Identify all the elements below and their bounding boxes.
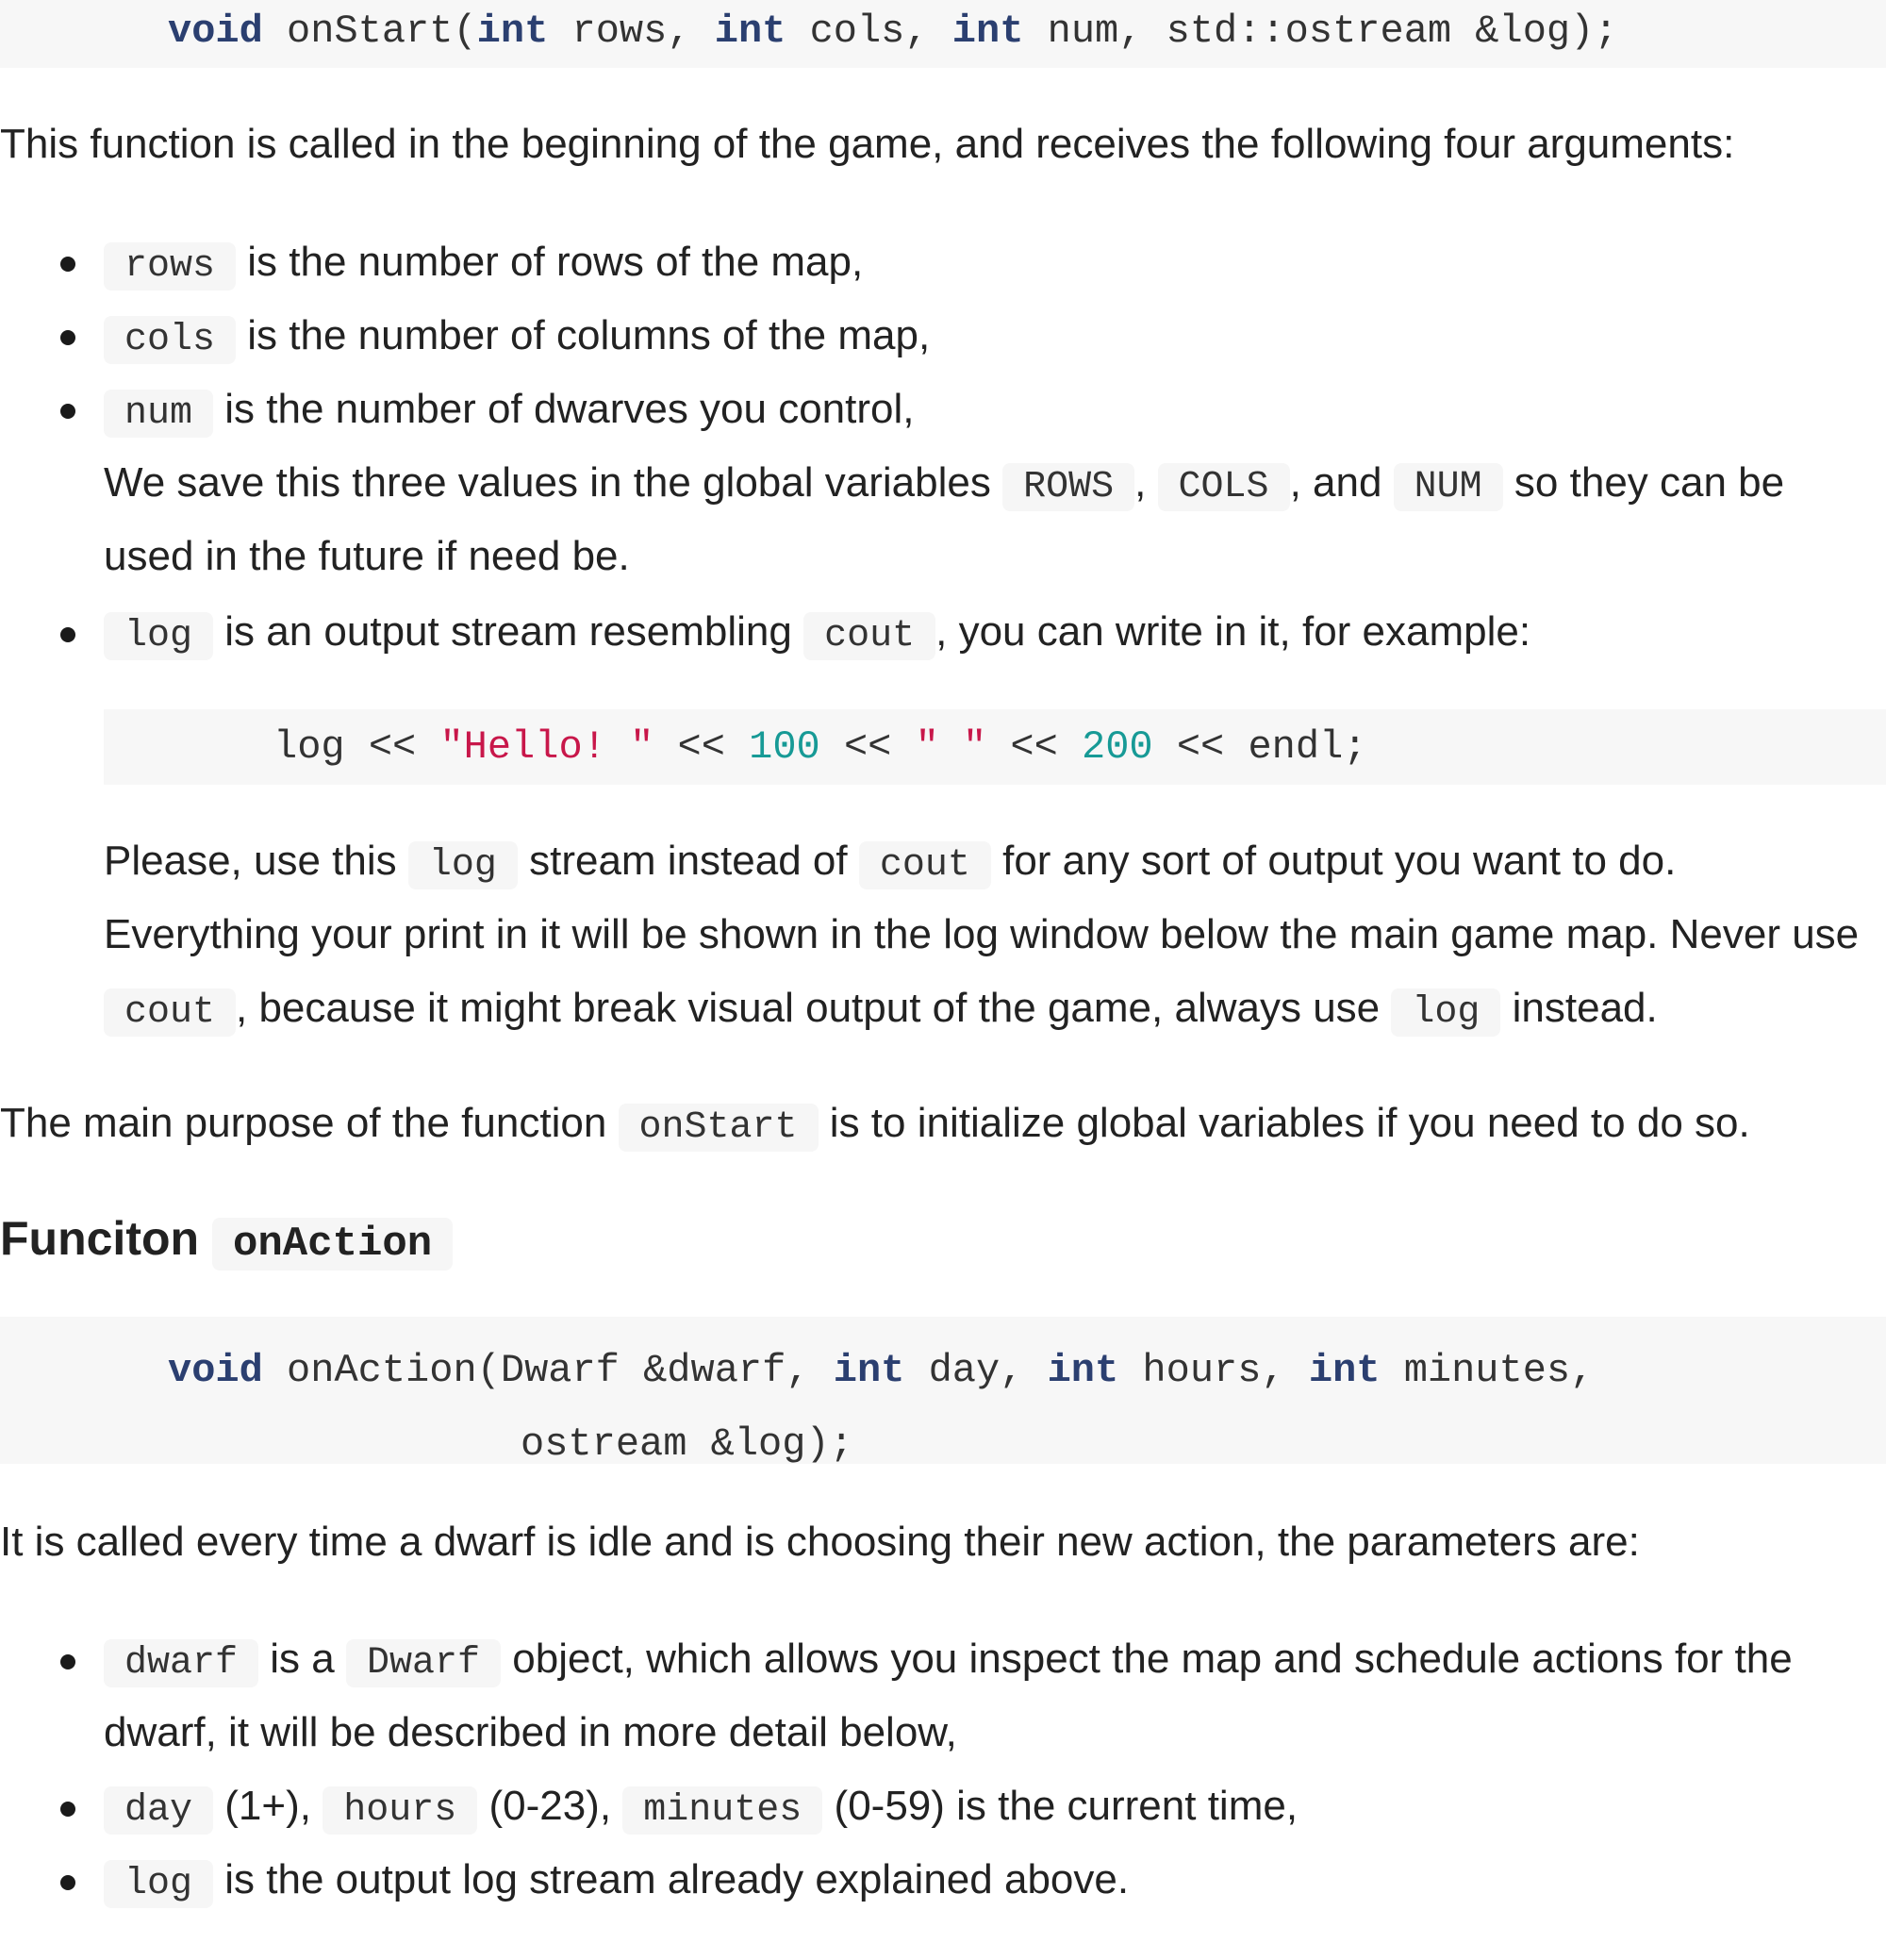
please-paragraph-line3: cout , because it might break visual output of the game, always use log instead. bbox=[104, 985, 1658, 1034]
bullet bbox=[60, 257, 75, 272]
code-cout: cout bbox=[859, 841, 991, 889]
code-cout: cout bbox=[803, 612, 935, 660]
code-num: num bbox=[104, 390, 213, 438]
onaction-signature-block: void onAction(Dwarf &dwarf, int day, int hours, int minutes, ostream &log); bbox=[0, 1317, 1886, 1464]
list-item-log-output: log is the output log stream already explained above. bbox=[104, 1856, 1129, 1905]
keyword-int: int bbox=[714, 8, 786, 54]
keyword-int: int bbox=[1047, 1348, 1119, 1393]
section-heading bbox=[0, 1211, 453, 1268]
function-name: onStart( bbox=[262, 8, 477, 54]
code-ROWS: ROWS bbox=[1002, 463, 1134, 511]
onstart-signature-block bbox=[0, 0, 1886, 68]
list-item-cols bbox=[104, 312, 930, 361]
code-NUM: NUM bbox=[1394, 463, 1503, 511]
purpose-paragraph: The main purpose of the function onStart is to initialize global variables if you need to do so. bbox=[0, 1100, 1750, 1149]
param-rows: rows, bbox=[548, 8, 715, 54]
param-cols: cols, bbox=[786, 8, 952, 54]
bullet bbox=[60, 404, 75, 419]
globals-paragraph-line2: used in the future if need be. bbox=[104, 533, 630, 579]
keyword-int: int bbox=[1308, 1348, 1381, 1393]
list-item-text: is the number of dwarves you control, bbox=[224, 386, 915, 432]
code-log: log bbox=[104, 1860, 213, 1908]
list-item-time: day (1+), hours (0-23), minutes (0-59) is the current time, bbox=[104, 1783, 1298, 1832]
keyword-int: int bbox=[476, 8, 549, 54]
bullet bbox=[60, 1802, 75, 1817]
bullet bbox=[60, 1875, 75, 1890]
intro-paragraph: This function is called in the beginning of the game, and receives the following four arguments: bbox=[0, 121, 1735, 167]
please-paragraph: Please, use this log stream instead of cout for any sort of output you want to do. bbox=[104, 838, 1676, 887]
heading-text: Funciton bbox=[0, 1212, 200, 1265]
list-item-num bbox=[104, 386, 915, 435]
code-day: day bbox=[104, 1786, 213, 1835]
code-cols: cols bbox=[104, 316, 236, 364]
string-literal: "Hello! " bbox=[439, 724, 654, 770]
param-num-log: num, std::ostream &log); bbox=[1023, 8, 1618, 54]
list-item-rows bbox=[104, 239, 863, 288]
string-literal: " " bbox=[915, 724, 987, 770]
code-log: log bbox=[104, 612, 213, 660]
please-paragraph-line2: Everything your print in it will be shown in the log window below the main game map. Never use bbox=[104, 911, 1860, 957]
code-onStart: onStart bbox=[619, 1104, 819, 1152]
globals-paragraph: We save this three values in the global variables ROWS , COLS , and NUM so they can be bbox=[104, 459, 1784, 508]
list-item-log: log is an output stream resembling cout , you can write in it, for example: bbox=[104, 608, 1530, 657]
code-dwarf: dwarf bbox=[104, 1639, 258, 1687]
code-cout: cout bbox=[104, 988, 236, 1037]
keyword-int: int bbox=[951, 8, 1024, 54]
number-literal: 100 bbox=[749, 724, 820, 770]
heading-code-onAction: onAction bbox=[212, 1218, 453, 1271]
code-log: log bbox=[408, 841, 518, 889]
keyword-int: int bbox=[833, 1348, 905, 1393]
code-COLS: COLS bbox=[1158, 463, 1290, 511]
example-code-block: log << "Hello! " << 100 << " " << 200 << endl; bbox=[104, 709, 1886, 785]
code-log: log bbox=[1391, 988, 1500, 1037]
keyword-void: void bbox=[168, 1348, 263, 1393]
code-hours: hours bbox=[323, 1786, 477, 1835]
code-minutes: minutes bbox=[622, 1786, 822, 1835]
called-paragraph: It is called every time a dwarf is idle and is choosing their new action, the parameters are: bbox=[0, 1519, 1640, 1565]
list-item-text: is the number of columns of the map, bbox=[247, 312, 931, 358]
list-item-text: is the number of rows of the map, bbox=[247, 239, 864, 285]
keyword-void: void bbox=[168, 8, 263, 54]
code-Dwarf: Dwarf bbox=[346, 1639, 501, 1687]
bullet bbox=[60, 1654, 75, 1669]
list-item-dwarf: dwarf is a Dwarf object, which allows you inspect the map and schedule actions for the bbox=[104, 1636, 1793, 1685]
bullet bbox=[60, 330, 75, 345]
number-literal: 200 bbox=[1082, 724, 1153, 770]
list-item-dwarf-line2: dwarf, it will be described in more detail below, bbox=[104, 1709, 957, 1755]
code-rows: rows bbox=[104, 242, 236, 291]
bullet bbox=[60, 627, 75, 642]
